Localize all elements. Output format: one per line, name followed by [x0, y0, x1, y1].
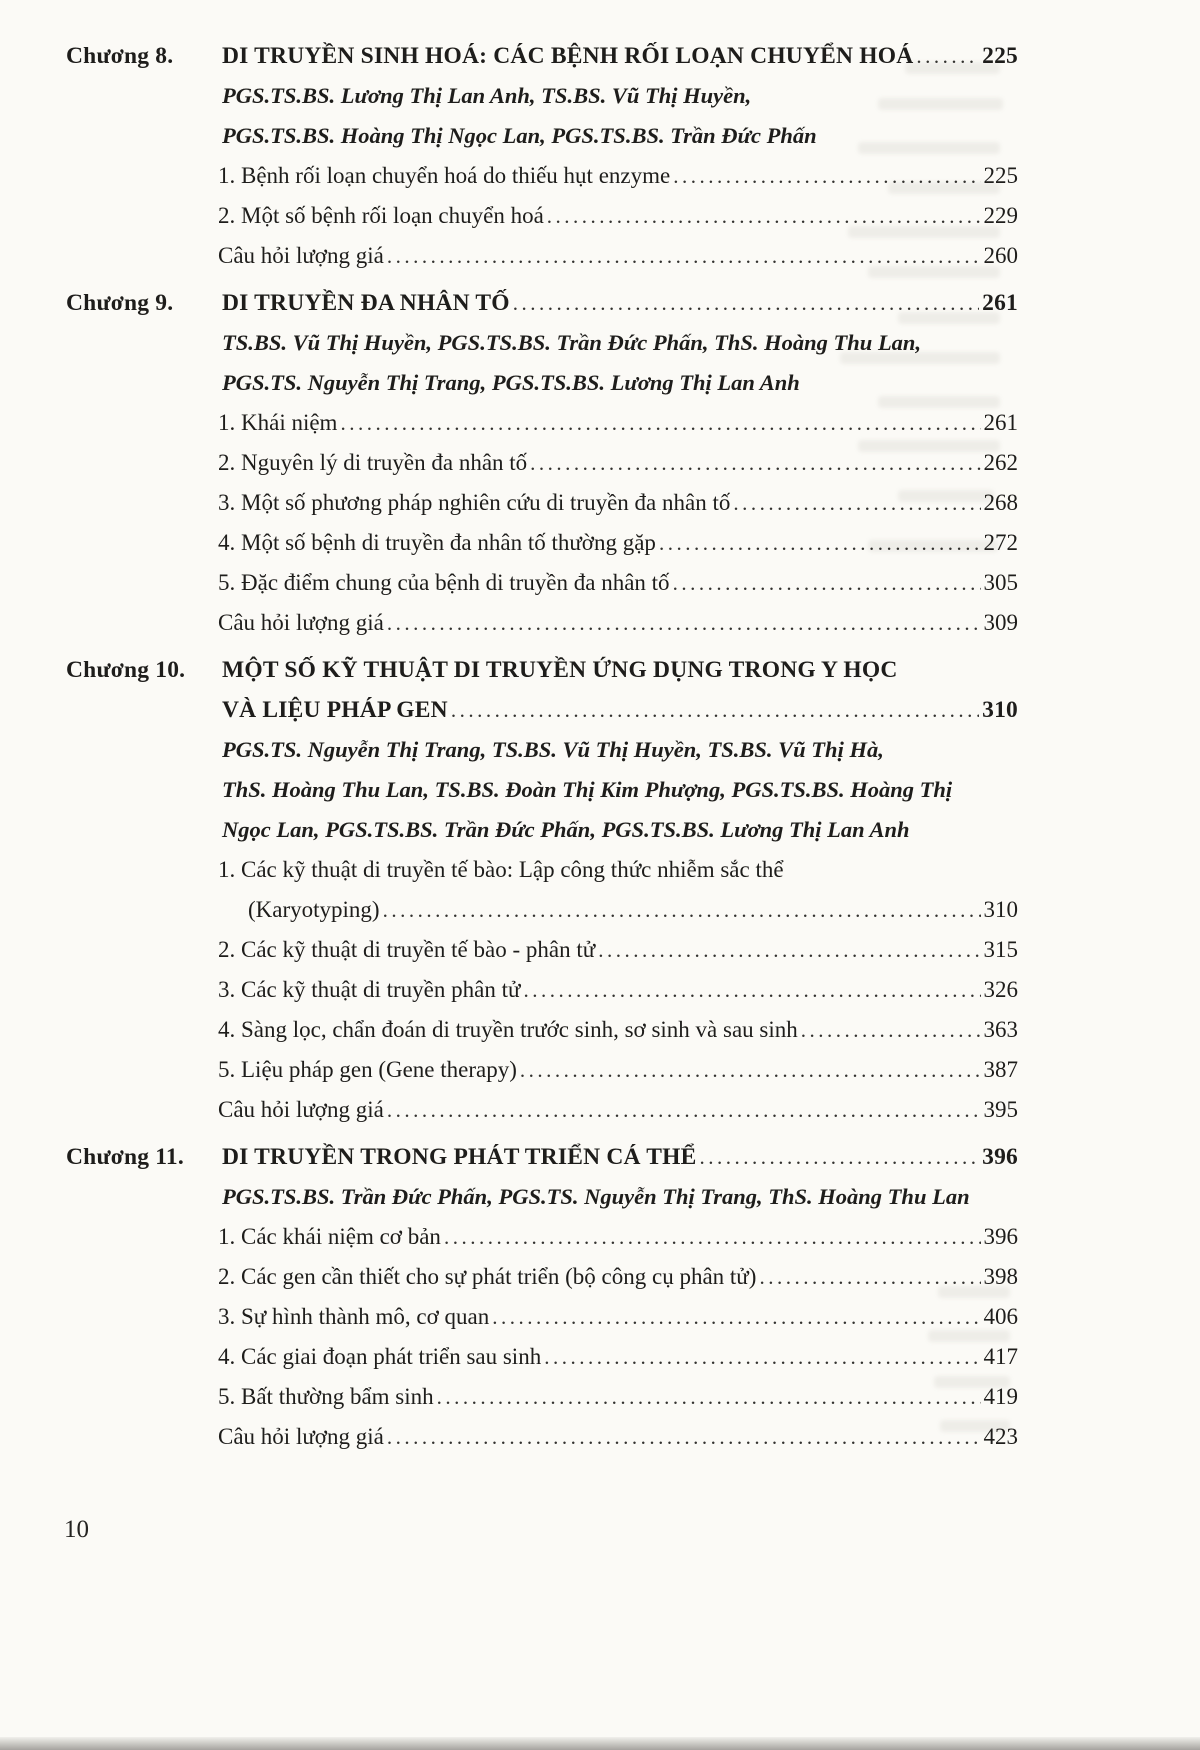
toc-item-line	[218, 523, 1018, 563]
toc-item-line	[218, 850, 1018, 890]
toc-item	[218, 523, 1018, 563]
toc-item-line	[218, 1257, 1018, 1297]
dot-leader	[451, 690, 979, 730]
chapter-page-number: 396	[982, 1144, 1018, 1170]
chapter-title-line	[222, 1137, 1018, 1177]
toc-item-text: 1. Các khái niệm cơ bản	[218, 1224, 441, 1249]
toc-item-page: 262	[983, 450, 1018, 475]
toc-item-line	[218, 1217, 1018, 1257]
toc-item-text: 5. Liệu pháp gen (Gene therapy)	[218, 1057, 517, 1082]
toc-item-line	[218, 236, 1018, 276]
chapter-heading	[66, 36, 1018, 76]
toc-item-page: 395	[983, 1097, 1018, 1122]
chapter-title-text: VÀ LIỆU PHÁP GEN	[222, 697, 448, 723]
toc-item-line	[218, 603, 1018, 643]
dot-leader	[673, 156, 980, 196]
toc-item-text: 4. Các giai đoạn phát triển sau sinh	[218, 1344, 542, 1369]
dot-leader	[523, 970, 980, 1010]
toc-item-page: 396	[983, 1224, 1018, 1249]
chapter-title-line	[222, 650, 1018, 690]
toc-item-page: 310	[983, 897, 1018, 922]
toc-chapter	[66, 650, 1018, 1130]
dot-leader	[530, 443, 980, 483]
toc-item	[218, 483, 1018, 523]
toc-item-page: 225	[983, 163, 1018, 188]
toc-item-text: 2. Một số bệnh rối loạn chuyển hoá	[218, 203, 544, 228]
toc-item-line	[218, 1050, 1018, 1090]
toc-item-text: 2. Các kỹ thuật di truyền tế bào - phân tử	[218, 937, 596, 962]
dot-leader	[513, 283, 979, 323]
toc-item-text: Câu hỏi lượng giá	[218, 610, 384, 635]
toc-item-page: 268	[983, 490, 1018, 515]
toc-item-text: 3. Một số phương pháp nghiên cứu di truyền đa nhân tố	[218, 490, 731, 515]
chapter-authors	[222, 323, 1018, 403]
chapter-author-line: PGS.TS. Nguyễn Thị Trang, PGS.TS.BS. Lương Thị Lan Anh	[222, 370, 800, 395]
dot-leader	[659, 523, 981, 563]
toc-item	[218, 1297, 1018, 1337]
chapter-items	[218, 850, 1018, 1130]
chapter-author-line: TS.BS. Vũ Thị Huyền, PGS.TS.BS. Trần Đức Phấn, ThS. Hoàng Thu Lan,	[222, 330, 922, 355]
dot-leader	[520, 1050, 981, 1090]
toc-item-line	[218, 443, 1018, 483]
dot-leader	[733, 483, 980, 523]
toc-item	[218, 1377, 1018, 1417]
toc-item-text: Câu hỏi lượng giá	[218, 1424, 384, 1449]
dot-leader	[387, 236, 981, 276]
toc-item-page: 406	[983, 1304, 1018, 1329]
toc-item-text: 3. Sự hình thành mô, cơ quan	[218, 1304, 490, 1329]
dot-leader	[437, 1377, 981, 1417]
chapter-author-line: PGS.TS.BS. Lương Thị Lan Anh, TS.BS. Vũ Thị Huyền,	[222, 83, 752, 108]
chapter-title-block	[222, 36, 1018, 76]
toc-item-line	[218, 156, 1018, 196]
toc-item-page: 305	[983, 570, 1018, 595]
toc-item-text: (Karyotyping)	[248, 897, 380, 922]
toc-item-line	[218, 1377, 1018, 1417]
chapter-author-line: ThS. Hoàng Thu Lan, TS.BS. Đoàn Thị Kim Phượng, PGS.TS.BS. Hoàng Thị	[222, 777, 953, 802]
chapter-items	[218, 1217, 1018, 1457]
dot-leader	[598, 930, 980, 970]
chapter-label: Chương 9.	[66, 290, 174, 316]
dot-leader	[547, 196, 981, 236]
toc-item-text: 3. Các kỹ thuật di truyền phân tử	[218, 977, 521, 1002]
chapter-authors	[222, 76, 1018, 156]
chapter-items	[218, 156, 1018, 276]
toc-item	[218, 443, 1018, 483]
toc-item-page: 326	[983, 977, 1018, 1002]
toc-item-line	[218, 483, 1018, 523]
chapter-title-text: DI TRUYỀN SINH HOÁ: CÁC BỆNH RỐI LOẠN CHUYỂN HOÁ	[222, 43, 914, 69]
toc-item-page: 260	[983, 243, 1018, 268]
chapter-title-block	[222, 283, 1018, 323]
toc-item	[218, 1090, 1018, 1130]
toc-item	[218, 1417, 1018, 1457]
chapter-items	[218, 403, 1018, 643]
dot-leader	[700, 1137, 980, 1177]
chapter-title-text: DI TRUYỀN TRONG PHÁT TRIỂN CÁ THỂ	[222, 1144, 697, 1170]
chapter-page-number: 310	[982, 697, 1018, 723]
chapter-author-line: PGS.TS. Nguyễn Thị Trang, TS.BS. Vũ Thị Huyền, TS.BS. Vũ Thị Hà,	[222, 737, 884, 762]
toc-item-text: 5. Đặc điểm chung của bệnh di truyền đa nhân tố	[218, 570, 670, 595]
dot-leader	[444, 1217, 981, 1257]
toc-item-page: 419	[983, 1384, 1018, 1409]
toc-chapter	[66, 283, 1018, 643]
toc-item-text: Câu hỏi lượng giá	[218, 1097, 384, 1122]
chapter-heading	[66, 283, 1018, 323]
toc-item	[218, 156, 1018, 196]
chapter-authors	[222, 1177, 1018, 1217]
toc-item	[218, 196, 1018, 236]
toc-item	[218, 970, 1018, 1010]
dot-leader	[492, 1297, 980, 1337]
toc-item-line	[218, 1337, 1018, 1377]
toc-item	[218, 1050, 1018, 1090]
dot-leader	[340, 403, 980, 443]
dot-leader	[387, 1417, 981, 1457]
dot-leader	[544, 1337, 980, 1377]
chapter-label: Chương 8.	[66, 43, 174, 69]
toc-item-page: 423	[983, 1424, 1018, 1449]
toc-item	[218, 603, 1018, 643]
toc-item-text: 4. Một số bệnh di truyền đa nhân tố thường gặp	[218, 530, 656, 555]
chapter-title-line	[222, 283, 1018, 323]
toc-item-line	[218, 970, 1018, 1010]
chapter-heading	[66, 1137, 1018, 1177]
toc-item-line	[218, 563, 1018, 603]
chapter-title-block	[222, 1137, 1018, 1177]
toc-item	[218, 1010, 1018, 1050]
toc-item-page: 363	[983, 1017, 1018, 1042]
scan-bottom-edge	[0, 1737, 1200, 1750]
chapter-page-number: 261	[982, 290, 1018, 316]
toc-item	[218, 930, 1018, 970]
toc-item-page: 315	[983, 937, 1018, 962]
toc-item-page: 229	[983, 203, 1018, 228]
page-number: 10	[64, 1516, 89, 1543]
toc-item-page: 309	[983, 610, 1018, 635]
chapter-author-line: PGS.TS.BS. Trần Đức Phấn, PGS.TS. Nguyễn Thị Trang, ThS. Hoàng Thu Lan	[222, 1184, 970, 1209]
dot-leader	[387, 1090, 981, 1130]
chapter-title-block	[222, 650, 1018, 730]
toc-item-text: 1. Khái niệm	[218, 410, 338, 435]
chapter-heading	[66, 650, 1018, 730]
toc-item-line	[218, 1090, 1018, 1130]
chapter-label: Chương 10.	[66, 657, 186, 683]
toc-item-text: 1. Bệnh rối loạn chuyển hoá do thiếu hụt enzyme	[218, 163, 671, 188]
toc-item-page: 261	[983, 410, 1018, 435]
toc-chapter	[66, 1137, 1018, 1457]
chapter-author-line: Ngọc Lan, PGS.TS.BS. Trần Đức Phấn, PGS.TS.BS. Lương Thị Lan Anh	[222, 817, 910, 842]
toc-item-line	[218, 1417, 1018, 1457]
toc-item-line	[218, 196, 1018, 236]
toc-item-text: Câu hỏi lượng giá	[218, 243, 384, 268]
toc-item-text: 1. Các kỹ thuật di truyền tế bào: Lập công thức nhiễm sắc thể	[218, 857, 784, 882]
toc-chapter	[66, 36, 1018, 276]
dot-leader	[759, 1257, 980, 1297]
chapter-title-text: MỘT SỐ KỸ THUẬT DI TRUYỀN ỨNG DỤNG TRONG Y HỌC	[222, 657, 898, 683]
toc-item-line	[218, 1297, 1018, 1337]
toc	[66, 36, 1018, 1457]
toc-item-text: 2. Các gen cần thiết cho sự phát triển (bộ công cụ phân tử)	[218, 1264, 757, 1289]
chapter-label: Chương 11.	[66, 1144, 184, 1170]
chapter-title-line	[222, 36, 1018, 76]
chapter-title-text: DI TRUYỀN ĐA NHÂN TỐ	[222, 290, 510, 316]
toc-item-page: 417	[983, 1344, 1018, 1369]
dot-leader	[916, 36, 979, 76]
chapter-title-line	[222, 690, 1018, 730]
toc-item	[218, 403, 1018, 443]
toc-item-page: 272	[983, 530, 1018, 555]
toc-item-page: 387	[983, 1057, 1018, 1082]
dot-leader	[383, 890, 981, 930]
toc-item-text: 5. Bất thường bẩm sinh	[218, 1384, 434, 1409]
toc-item	[218, 850, 1018, 930]
toc-item	[218, 563, 1018, 603]
toc-item-line	[218, 890, 1018, 930]
toc-item	[218, 236, 1018, 276]
toc-item	[218, 1257, 1018, 1297]
toc-item	[218, 1337, 1018, 1377]
chapter-page-number: 225	[982, 43, 1018, 69]
dot-leader	[673, 563, 981, 603]
toc-item-line	[218, 403, 1018, 443]
dot-leader	[801, 1010, 981, 1050]
dot-leader	[387, 603, 981, 643]
chapter-authors	[222, 730, 1018, 850]
chapter-author-line: PGS.TS.BS. Hoàng Thị Ngọc Lan, PGS.TS.BS. Trần Đức Phấn	[222, 123, 817, 148]
toc-item-line	[218, 930, 1018, 970]
toc-item	[218, 1217, 1018, 1257]
toc-item-text: 2. Nguyên lý di truyền đa nhân tố	[218, 450, 528, 475]
toc-item-line	[218, 1010, 1018, 1050]
toc-item-page: 398	[983, 1264, 1018, 1289]
toc-item-text: 4. Sàng lọc, chẩn đoán di truyền trước sinh, sơ sinh và sau sinh	[218, 1017, 798, 1042]
